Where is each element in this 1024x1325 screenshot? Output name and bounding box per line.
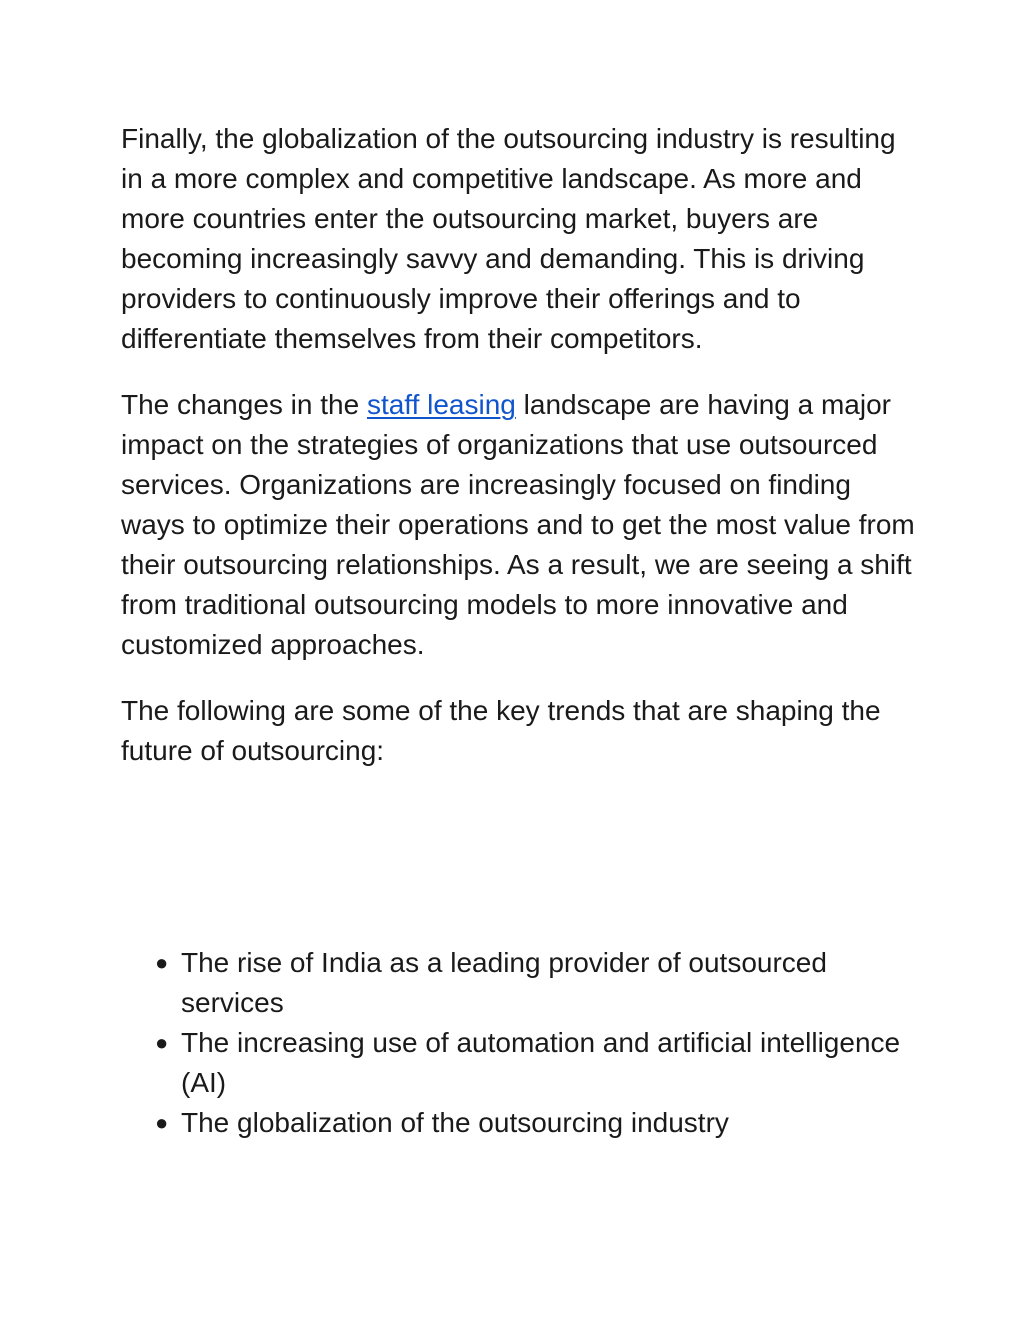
paragraph-globalization: Finally, the globalization of the outsourcing industry is resulting in a more complex and competitive landscape. As more and more countries enter the outsourcing market, buyers are becoming increasingly savvy and demanding. This is driving providers to continuously improve their offerings and to differentiate themselves from their competitors. <box>121 123 896 354</box>
trends-bullet-list <box>121 943 901 1143</box>
bullet-text: The globalization of the outsourcing industry <box>181 1107 729 1138</box>
list-item <box>121 1023 901 1103</box>
bullet-icon: ● <box>155 1110 169 1135</box>
paragraph-text-before-link: The changes in the <box>121 389 367 420</box>
paragraph-key-trends-intro: The following are some of the key trends that are shaping the future of outsourcing: <box>121 695 881 766</box>
bullet-text: The increasing use of automation and artificial intelligence (AI) <box>181 1027 901 1098</box>
paragraph-staff-leasing <box>121 385 921 665</box>
bullet-icon: ● <box>155 1030 169 1055</box>
list-item <box>121 1103 901 1143</box>
document-page <box>121 119 921 1138</box>
paragraph-text-after-link: landscape are having a major impact on the strategies of organizations that use outsourced services. Organizations are increasingly focused on finding ways to optimize their operations and to get the most value from their outsourcing relationships. As a result, we are seeing a shift from traditional outsourcing models to more innovative and customized approaches. <box>121 389 915 660</box>
staff-leasing-link[interactable]: staff leasing <box>366 389 516 420</box>
bullet-text: The rise of India as a leading provider of outsourced services <box>181 947 827 1018</box>
list-item <box>121 943 901 1023</box>
bullet-icon: ● <box>155 950 169 975</box>
